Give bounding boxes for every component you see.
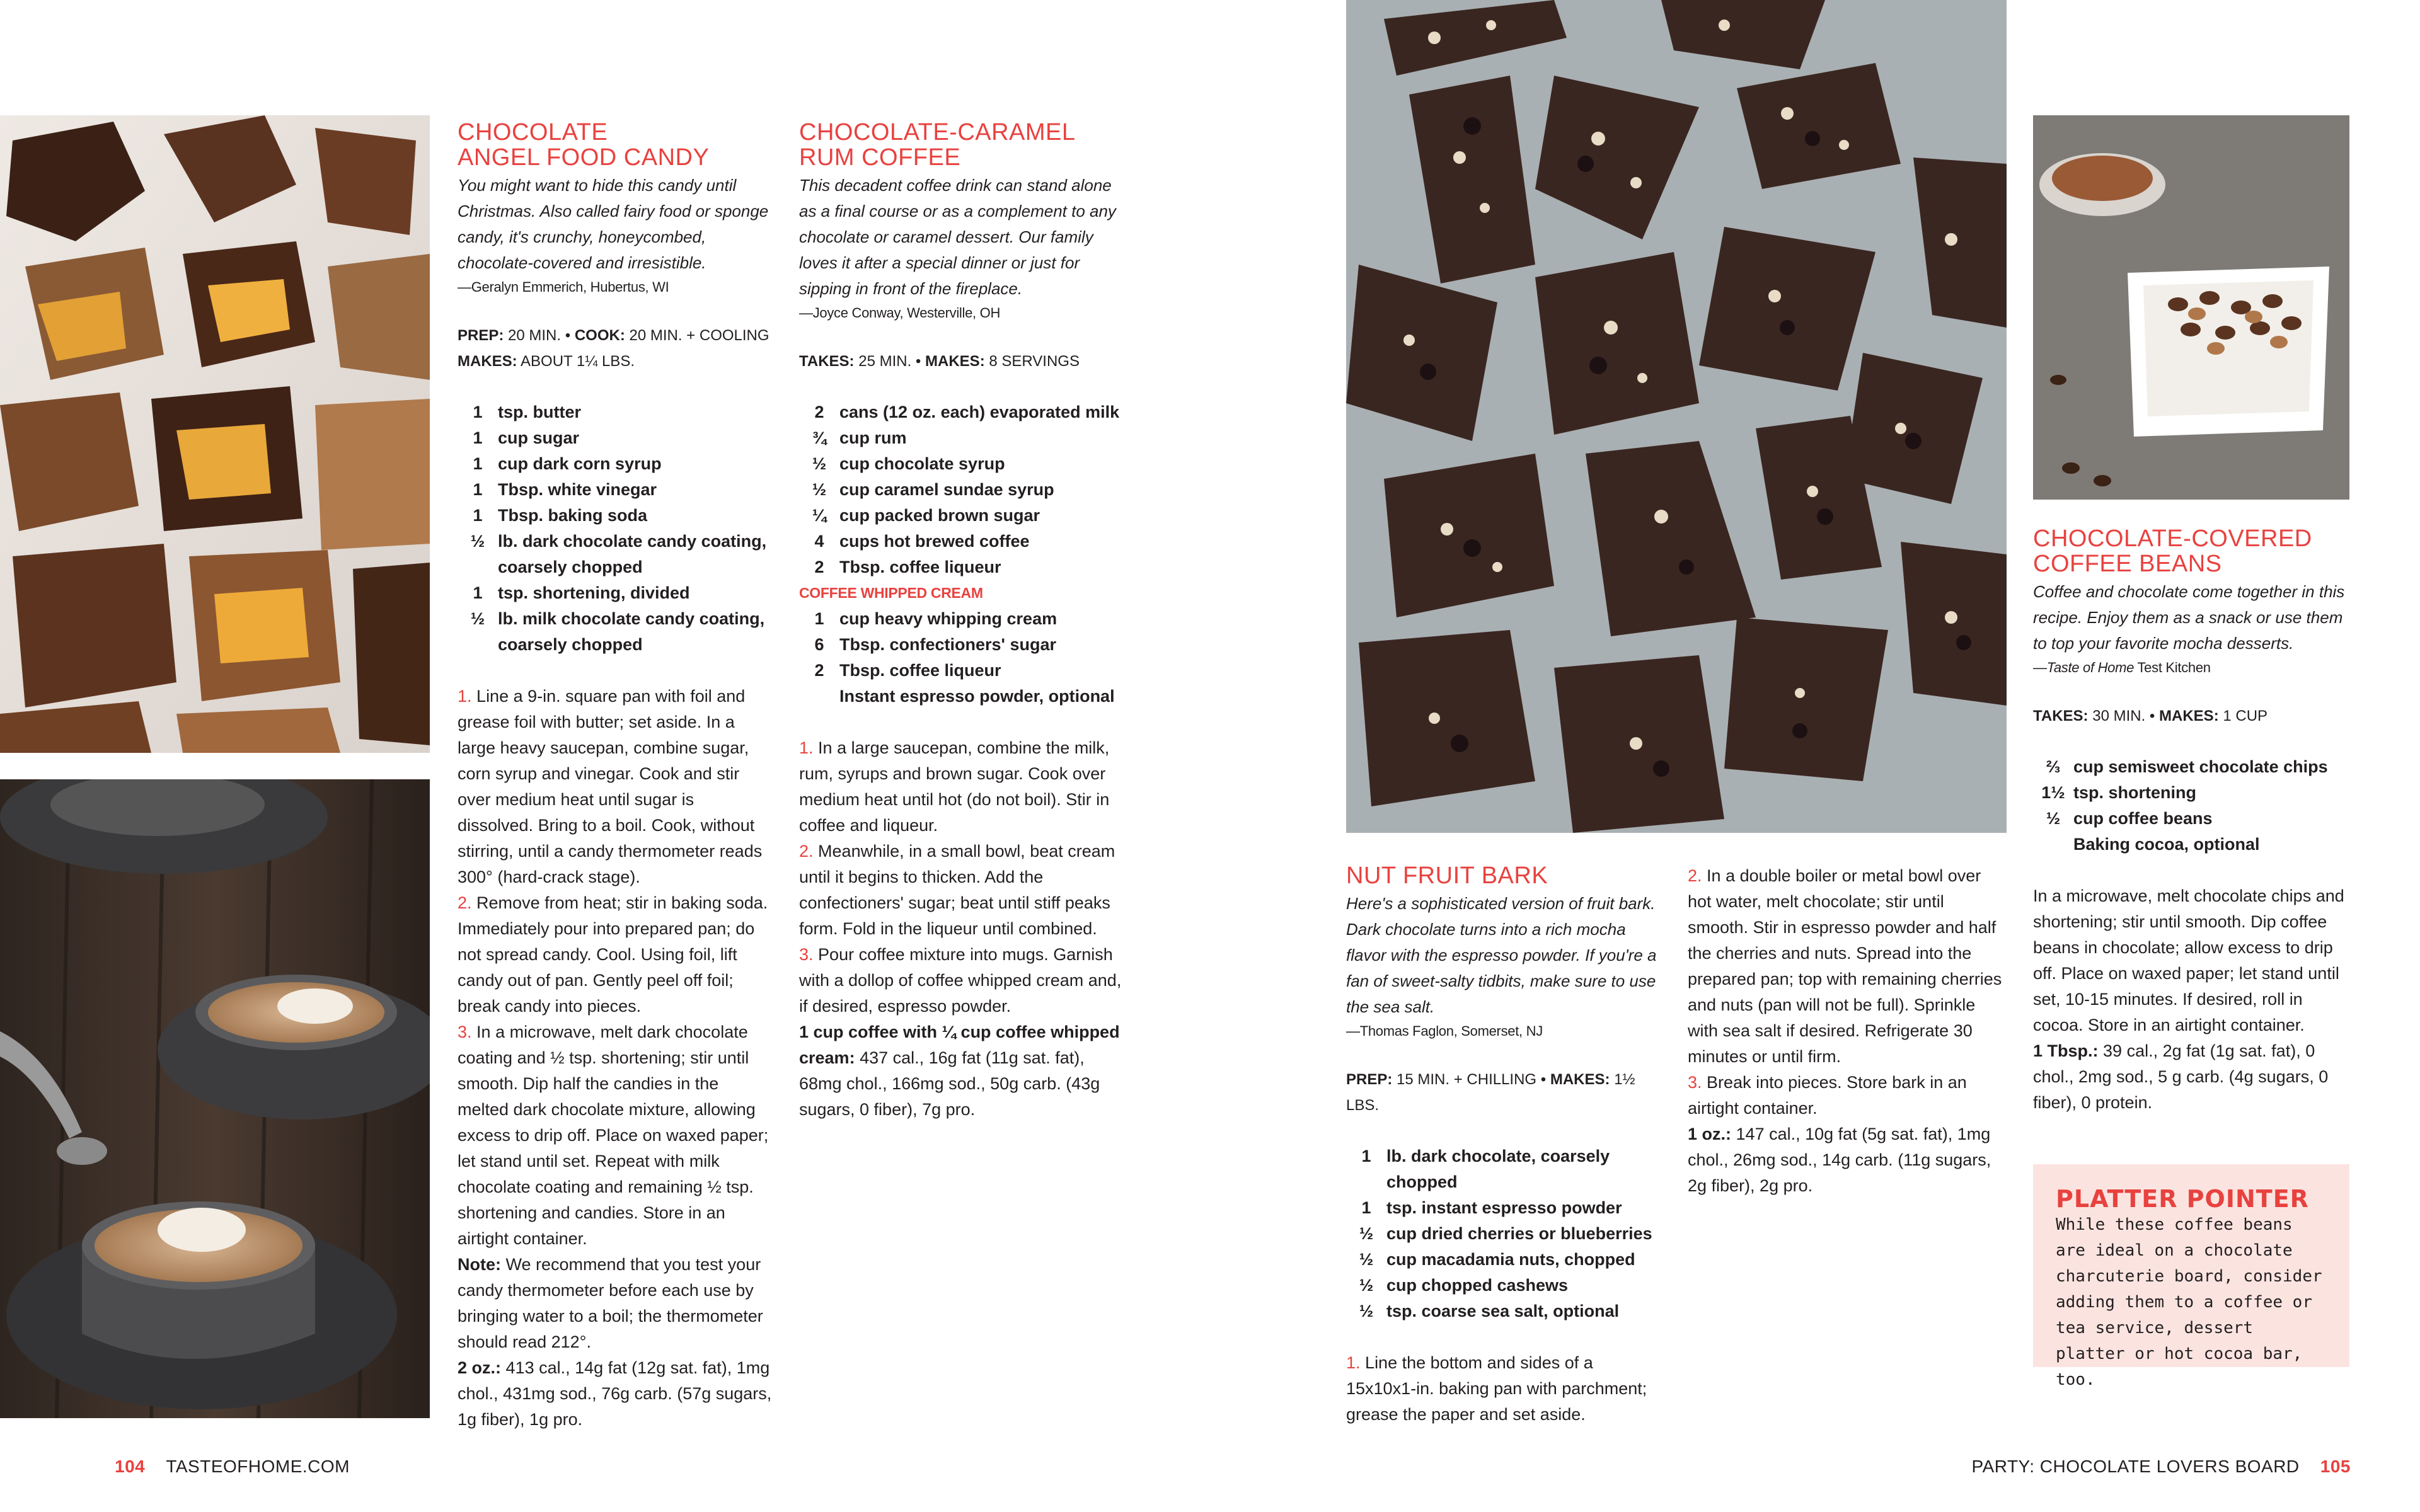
direction-step: 3. Pour coffee mixture into mugs. Garnish with a dollop of coffee whipped cream and, if desired, espresso powder.	[799, 945, 1122, 1016]
nutrition-facts: 1 oz.: 147 cal., 10g fat (5g sat. fat), 1mg chol., 26mg sod., 14g carb. (11g sugars, 2g fiber), 2g pro.	[1688, 1125, 1991, 1195]
recipe-angel-food-candy	[458, 120, 773, 1433]
recipe-chocolate-covered-coffee-beans	[2033, 526, 2351, 1116]
recipe-title: CHOCOLATE ANGEL FOOD CANDY	[458, 119, 710, 171]
ingredient-list	[458, 399, 773, 658]
nutrition-facts: 2 oz.: 413 cal., 14g fat (12g sat. fat), 1mg chol., 431mg sod., 76g carb. (57g sugars, 1g fiber), 1g pro.	[458, 1358, 772, 1429]
recipe-title: NUT FRUIT BARK	[1346, 862, 1548, 889]
recipe-meta: TAKES: 30 MIN. • MAKES: 1 CUP	[2033, 707, 2268, 724]
recipe-nut-fruit-bark	[1346, 863, 1661, 1428]
page-footer-left	[115, 1457, 350, 1477]
directions	[458, 684, 773, 1433]
ingredient-item: 2 Tbsp. coffee liqueur	[814, 661, 1001, 680]
ingredient-item: 4 cups hot brewed coffee	[814, 532, 1030, 551]
chocolate-covered-honeycomb-candy-photo	[0, 115, 430, 753]
recipe-byline: —Joyce Conway, Westerville, OH	[799, 305, 1001, 321]
ingredient-item: ¾ cup rum	[812, 428, 907, 447]
direction-step: 3. In a microwave, melt dark chocolate coating and ½ tsp. shortening; stir until smooth. Dip half the candies in the melted dark chocolate mixture, allowing excess to drip off. Place on waxed paper; let stand until set. Repeat with milk chocolate coating and remaining ½ tsp. shortening and candies. Store in an airtight container.	[458, 1022, 769, 1248]
ingredient-item: ½ cup coffee beans	[2046, 809, 2213, 828]
direction-step: 3. Break into pieces. Store bark in an airtight container.	[1688, 1073, 1967, 1118]
direction-step: In a microwave, melt chocolate chips and shortening; stir until smooth. Dip coffee beans in chocolate; allow excess to drip off. Place on waxed paper; let stand until set, 10-15 minutes. If desired, roll in cocoa. Store in an airtight container.	[2033, 886, 2344, 1034]
coffee-beans-bowl-photo	[2033, 115, 2349, 500]
recipe-nut-fruit-bark-continued	[1688, 863, 2003, 1199]
recipe-intro: You might want to hide this candy until Christmas. Also called fairy food or sponge candy, it's crunchy, honeycombed, chocolate-covered and irresistible.	[458, 176, 769, 272]
ingredient-item: ⅔ cup semisweet chocolate chips	[2046, 757, 2328, 776]
site-name: TASTEOFHOME.COM	[166, 1457, 350, 1476]
ingredient-item: ½ tsp. coarse sea salt, optional	[1359, 1302, 1620, 1320]
tip-text: While these coffee beans are ideal on a chocolate charcuterie board, consider adding them to a coffee or tea service, dessert platter or hot cocoa bar, too.	[2056, 1215, 2322, 1389]
ingredient-item: ½ cup macadamia nuts, chopped	[1359, 1250, 1635, 1269]
ingredient-item: 1 cup sugar	[473, 428, 580, 447]
direction-step: 2. Meanwhile, in a small bowl, beat cream until it begins to thicken. Add the confectioners' sugar; beat until stiff peaks form. Fold in the liqueur until combined.	[799, 842, 1115, 938]
recipe-title: CHOCOLATE-COVERED COFFEE BEANS	[2033, 525, 2312, 577]
directions	[2033, 883, 2351, 1116]
direction-step: 1. In a large saucepan, combine the milk, rum, syrups and brown sugar. Cook over medium heat until hot (do not boil). Stir in coffee and liqueur.	[799, 738, 1110, 835]
ingredient-item: 2 cans (12 oz. each) evaporated milk	[814, 403, 1120, 421]
recipe-intro: Coffee and chocolate come together in this recipe. Enjoy them as a snack or use them to top your favorite mocha desserts.	[2033, 582, 2345, 653]
ingredient-item: 1½ tsp. shortening	[2041, 783, 2196, 802]
page-footer-right	[1971, 1457, 2351, 1477]
beans-photo	[2033, 115, 2349, 500]
recipe-meta: TAKES: 25 MIN. • MAKES: 8 SERVINGS	[799, 353, 1080, 370]
recipe-byline: —Taste of Home Test Kitchen	[2033, 660, 2211, 675]
ingredient-item: 1 lb. dark chocolate, coarsely chopped	[1361, 1147, 1610, 1191]
ingredient-item: 1 cup heavy whipping cream	[814, 609, 1057, 628]
ingredient-item: ½ cup dried cherries or blueberries	[1359, 1224, 1652, 1243]
ingredient-item: 1 tsp. instant espresso powder	[1361, 1198, 1622, 1217]
recipe-byline: —Thomas Faglon, Somerset, NJ	[1346, 1023, 1543, 1039]
ingredient-item: 1 Tbsp. baking soda	[473, 506, 648, 525]
ingredient-item: 1 tsp. shortening, divided	[473, 583, 690, 602]
candy-photo	[0, 115, 430, 753]
ingredient-item: Baking cocoa, optional	[2073, 835, 2260, 854]
section-name: PARTY: CHOCOLATE LOVERS BOARD	[1971, 1457, 2300, 1476]
ingredient-list	[2033, 754, 2351, 857]
nutrition-facts: 1 Tbsp.: 39 cal., 2g fat (1g sat. fat), 0 chol., 2mg sod., 5 g carb. (4g sugars, 0 fiber), 0 protein.	[2033, 1041, 2329, 1112]
recipe-intro: This decadent coffee drink can stand alone as a final course or as a complement to any chocolate or caramel dessert. Our family loves it after a special dinner or just for sipping in front of the fireplace.	[799, 176, 1116, 298]
recipe-meta: PREP: 15 MIN. + CHILLING • MAKES: 1½ LBS.	[1346, 1071, 1635, 1114]
ingredient-item: 1 tsp. butter	[473, 403, 581, 421]
tip-title: PLATTER POINTER	[2056, 1185, 2309, 1213]
ingredient-item: 1 Tbsp. white vinegar	[473, 480, 657, 499]
direction-step: 1. Line the bottom and sides of a 15x10x1-in. baking pan with parchment; grease the paper and set aside.	[1346, 1353, 1647, 1424]
bark-photo	[1346, 0, 2007, 833]
ingredient-item: ¼ cup packed brown sugar	[812, 506, 1040, 525]
ingredient-item: 6 Tbsp. confectioners' sugar	[814, 635, 1056, 654]
directions	[1346, 1350, 1661, 1428]
ingredient-item: ½ lb. milk chocolate candy coating, coarsely chopped	[470, 609, 765, 654]
recipe-intro: Here's a sophisticated version of fruit bark. Dark chocolate turns into a rich mocha flavor with the espresso powder. If you're a fan of sweet-salty tidbits, make sure to use the sea salt.	[1346, 894, 1657, 1016]
ingredient-item: ½ cup chocolate syrup	[812, 454, 1005, 473]
direction-step: 2. Remove from heat; stir in baking soda. Immediately pour into prepared pan; do not spread candy. Cool. Using foil, lift candy out of pan. Gently peel off foil; break candy into pieces.	[458, 893, 768, 1016]
ingredient-item: 2 Tbsp. coffee liqueur	[814, 558, 1001, 576]
directions	[799, 735, 1122, 1123]
coffee-photo	[0, 779, 430, 1418]
subrecipe-heading: COFFEE WHIPPED CREAM	[799, 585, 983, 601]
recipe-byline: —Geralyn Emmerich, Hubertus, WI	[458, 279, 669, 295]
nutrition-facts: 1 cup coffee with ¼ cup coffee whipped cream: 437 cal., 16g fat (11g sat. fat), 68mg chol., 166mg sod., 50g carb. (43g sugars, 0 fiber), 7g pro.	[799, 1022, 1120, 1119]
recipe-rum-coffee	[799, 120, 1122, 1123]
page-number: 104	[115, 1457, 146, 1476]
ingredient-item: Instant espresso powder, optional	[839, 687, 1115, 706]
direction-step: 2. In a double boiler or metal bowl over hot water, melt chocolate; stir until smooth. Stir in espresso powder and half the cherries and nuts. Spread into the prepared pan; top with remaining cherries and nuts (pan will not be full). Sprinkle with sea salt if desired. Refrigerate 30 minutes or until firm.	[1688, 866, 2002, 1066]
recipe-meta: PREP: 20 MIN. • COOK: 20 MIN. + COOLING MAKES: ABOUT 1¼ LBS.	[458, 327, 769, 370]
ingredient-item: ½ lb. dark chocolate candy coating, coarsely chopped	[470, 532, 767, 576]
direction-step: 1. Line a 9-in. square pan with foil and grease foil with butter; set aside. In a large heavy saucepan, combine sugar, corn syrup and vinegar. Cook and stir over medium heat until sugar is dissolved. Bring to a boil. Cook, without stirring, until a candy thermometer reads 300° (hard-crack stage).	[458, 687, 763, 886]
ingredient-list	[1346, 1143, 1661, 1324]
nut-fruit-bark-photo	[1346, 0, 2007, 833]
page-number: 105	[2320, 1457, 2351, 1476]
ingredient-item: 1 cup dark corn syrup	[473, 454, 662, 473]
coffee-mugs-photo	[0, 779, 430, 1418]
ingredient-list	[799, 399, 1122, 709]
recipe-note: Note: We recommend that you test your candy thermometer before each use by bringing water to a boil; the thermometer should read 212°.	[458, 1255, 763, 1351]
platter-pointer-tip	[2033, 1164, 2349, 1389]
ingredient-item: ½ cup chopped cashews	[1359, 1276, 1569, 1295]
recipe-title: CHOCOLATE-CARAMEL RUM COFFEE	[799, 119, 1076, 171]
ingredient-item: ½ cup caramel sundae syrup	[812, 480, 1054, 499]
